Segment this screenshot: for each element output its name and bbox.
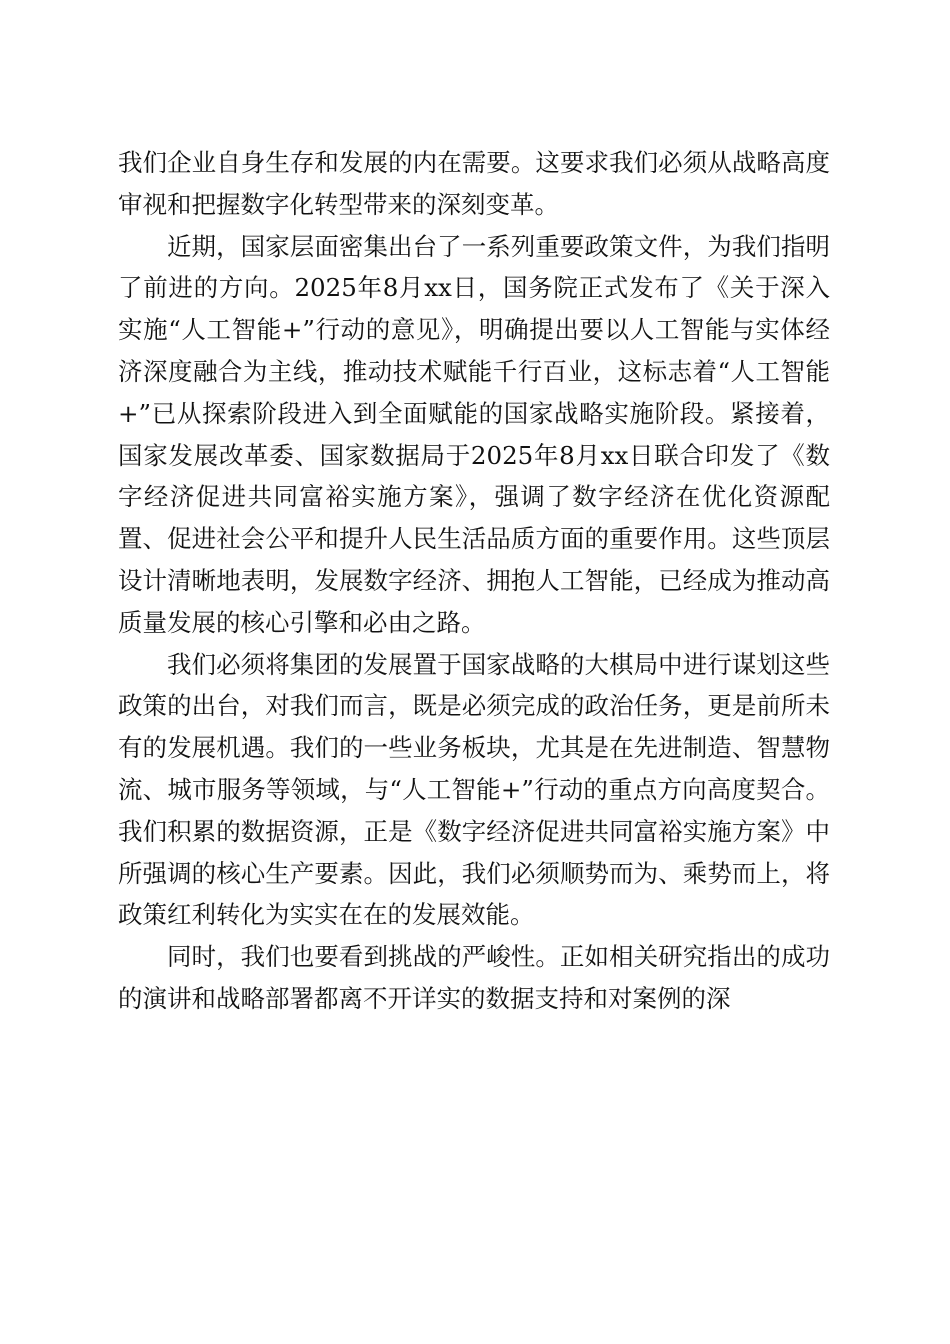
body-text bbox=[118, 142, 830, 1020]
paragraph-challenges: 同时，我们也要看到挑战的严峻性。正如相关研究指出的成功的演讲和战略部署都离不开详实的数据支持和对案例的深 bbox=[118, 942, 830, 1013]
paragraph-policy-documents: 近期，国家层面密集出台了一系列重要政策文件，为我们指明了前进的方向。2025年8月xx日，国务院正式发布了《关于深入实施“人工智能+”行动的意见》，明确提出要以人工智能与实体经济深度融合为主线，推动技术赋能千行百业，这标志着“人工智能+”已从探索阶段进入到全面赋能的国家战略实施阶段。紧接着，国家发展改革委、国家数据局于2025年8月xx日联合印发了《数字经济促进共同富裕实施方案》，强调了数字经济在优化资源配置、促进社会公平和提升人民生活品质方面的重要作用。这些顶层设计清晰地表明，发展数字经济、拥抱人工智能，已经成为推动高质量发展的核心引擎和必由之路。 bbox=[118, 231, 830, 637]
paragraph-national-strategy: 我们必须将集团的发展置于国家战略的大棋局中进行谋划这些政策的出台，对我们而言，既是必须完成的政治任务，更是前所未有的发展机遇。我们的一些业务板块，尤其是在先进制造、智慧物流、城市服务等领域，与“人工智能+”行动的重点方向高度契合。我们积累的数据资源，正是《数字经济促进共同富裕实施方案》中所强调的核心生产要素。因此，我们必须顺势而为、乘势而上，将政策红利转化为实实在在的发展效能。 bbox=[118, 649, 830, 930]
paragraph-continuation: 我们企业自身生存和发展的内在需要。这要求我们必须从战略高度审视和把握数字化转型带来的深刻变革。 bbox=[118, 148, 830, 219]
